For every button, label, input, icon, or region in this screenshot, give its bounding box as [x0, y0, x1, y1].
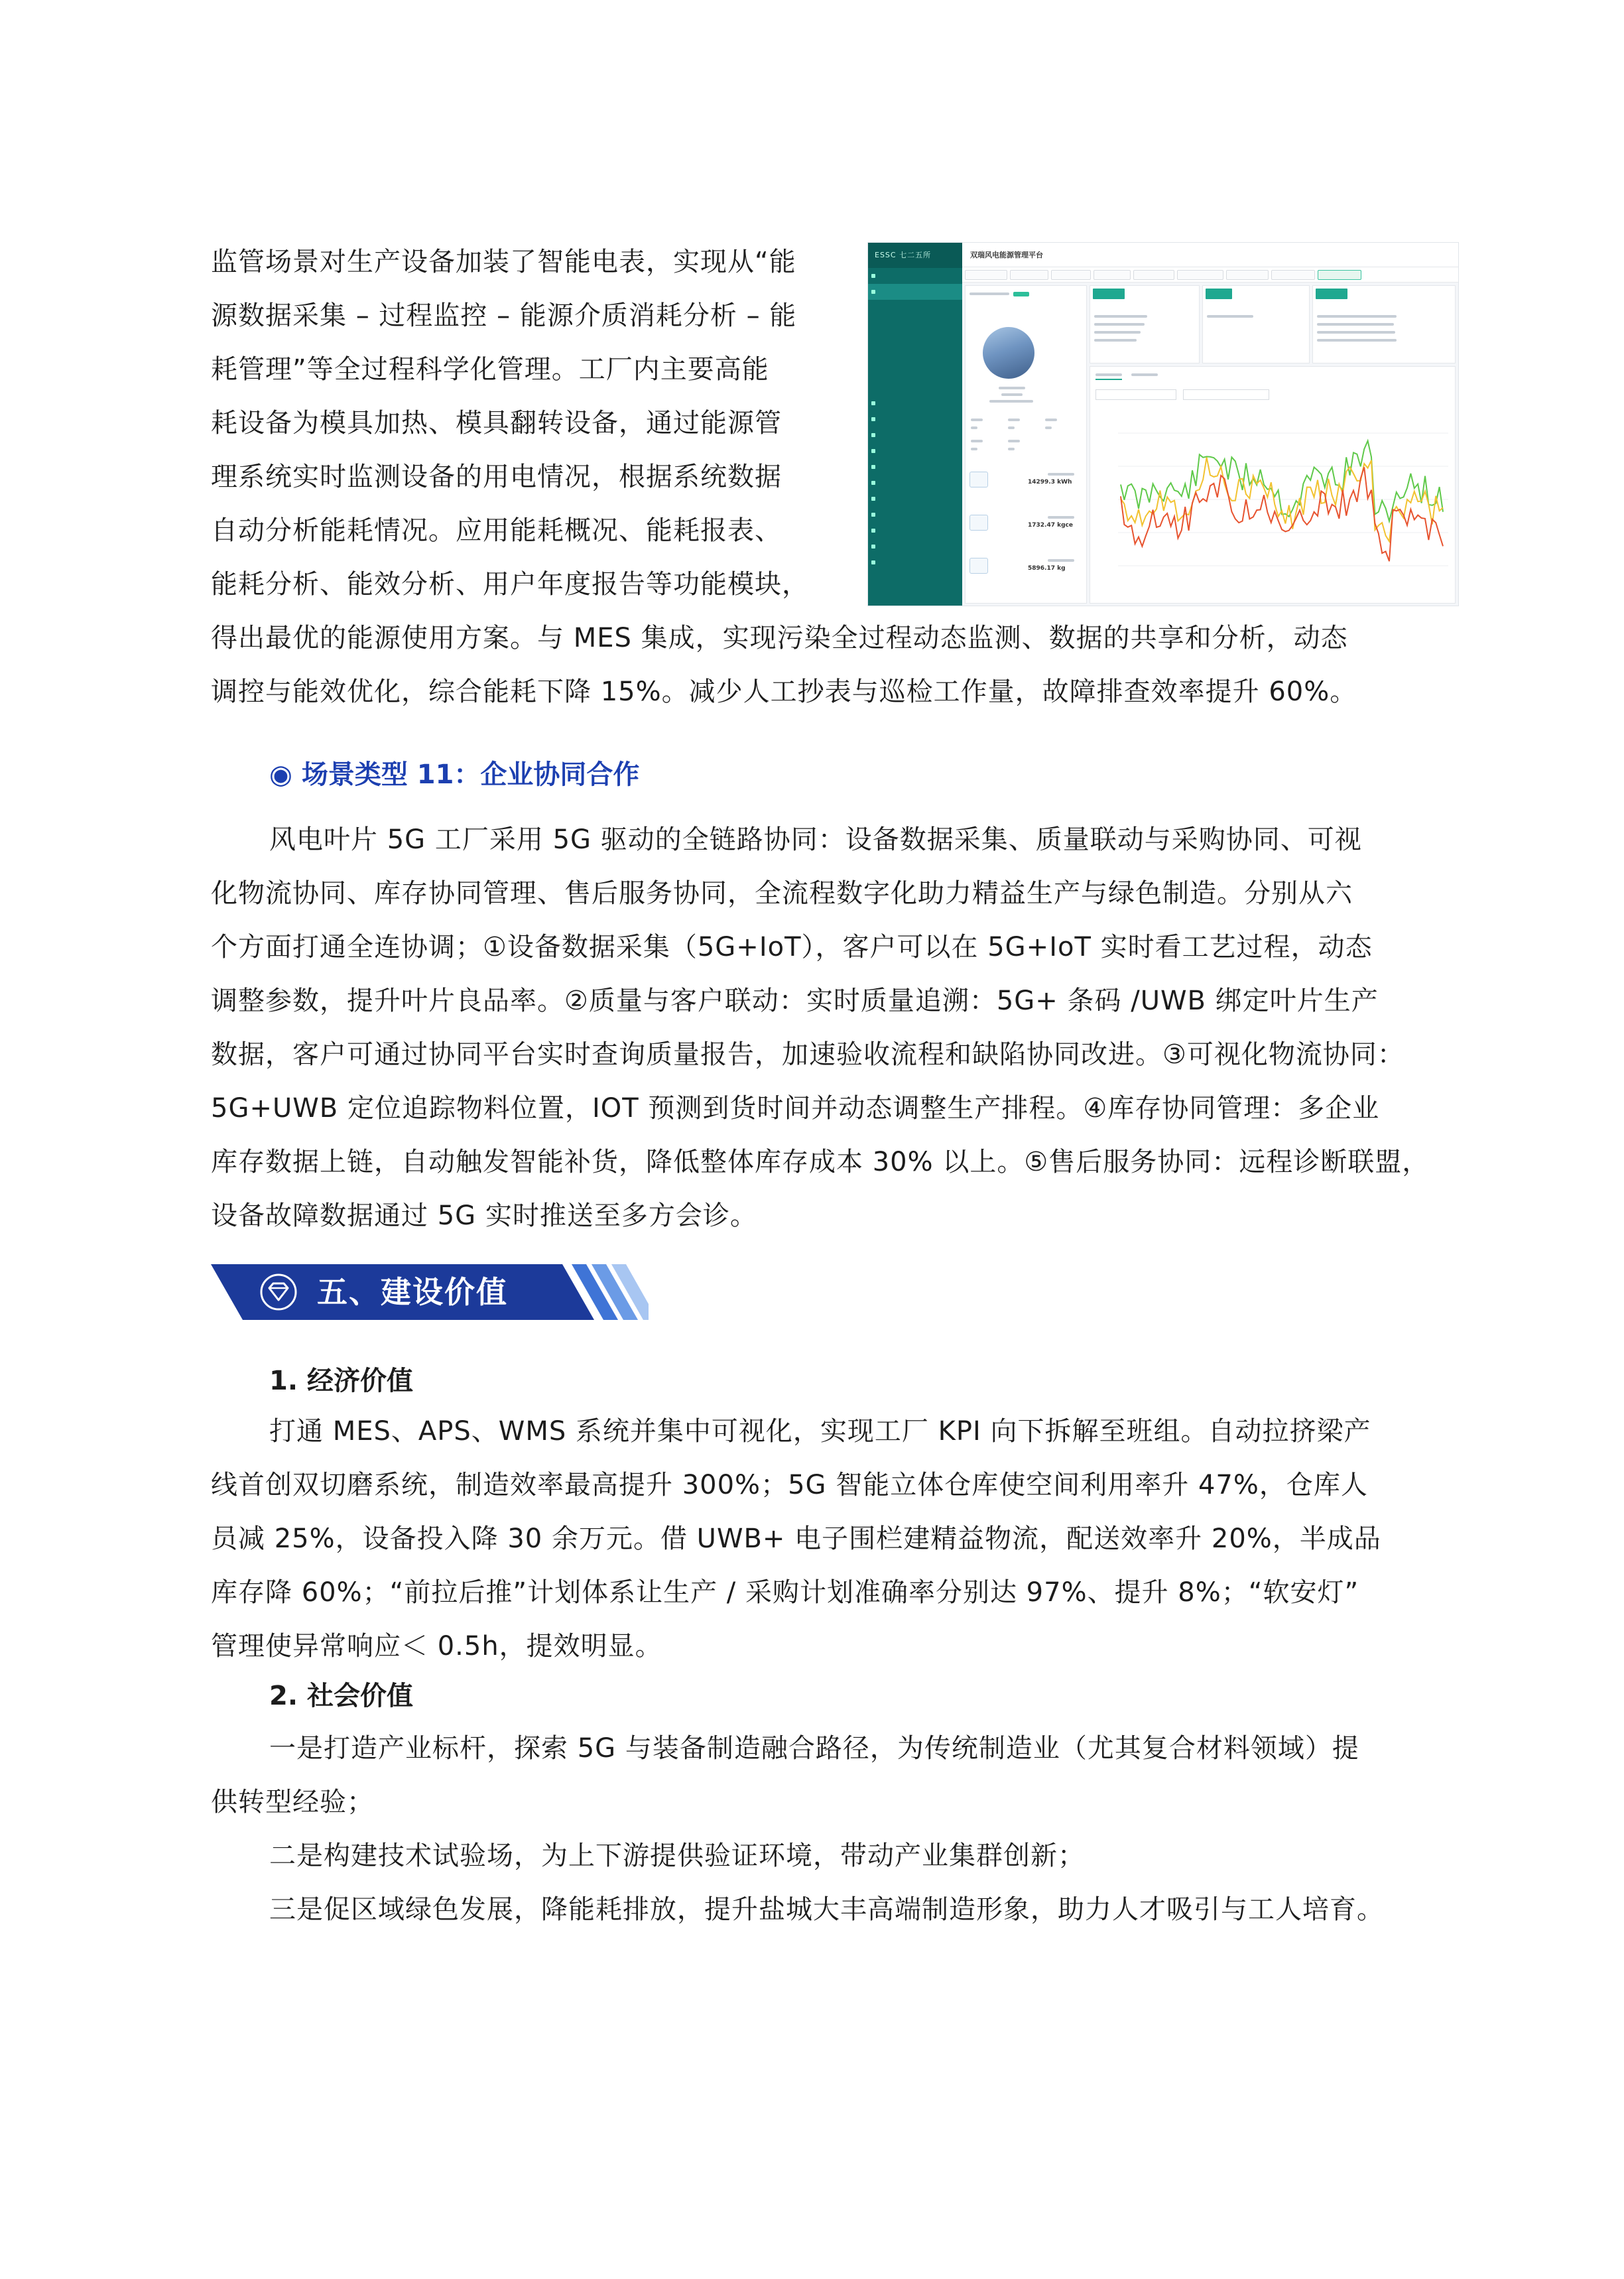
scene-heading	[269, 755, 639, 795]
paragraph-line: 管理使异常响应＜ 0.5h，提效明显。	[211, 1631, 662, 1661]
social-heading: 2. 社会价值	[269, 1681, 413, 1711]
tab	[965, 270, 1007, 280]
paragraph-line: 风电叶片 5G 工厂采用 5G 驱动的全链路协同：设备数据采集、质量联动与采购协同、可视	[269, 824, 1362, 855]
stat-value: 1732.47 kgce	[1028, 522, 1073, 529]
platform-sidebar	[868, 243, 962, 606]
intro-paragraph-continued	[211, 612, 1458, 719]
stat-value: 5896.17 kg	[1028, 565, 1066, 572]
intro-line: 自动分析能耗情况。应用能耗概况、能耗报表、	[211, 515, 782, 546]
tab	[1133, 270, 1174, 280]
sidebar-item	[868, 411, 962, 427]
intro-paragraph-wrapped	[211, 235, 847, 612]
paragraph-line: 化物流协同、库存协同管理、售后服务协同，全流程数字化助力精益生产与绿色制造。分别从六	[211, 878, 1353, 909]
intro-line: 耗管理”等全过程科学化管理。工厂内主要高能	[211, 354, 769, 385]
sidebar-item	[868, 268, 962, 284]
kpi-card	[1202, 285, 1310, 363]
kpi-card	[1312, 285, 1456, 363]
social-paragraph-2	[211, 1829, 1458, 1883]
profile-card	[965, 285, 1087, 604]
intro-line: 源数据采集 – 过程监控 – 能源介质消耗分析 – 能	[211, 300, 797, 331]
paragraph-line: 线首创双切磨系统，制造效率最高提升 300%；5G 智能立体仓库使空间利用率升 47%，仓库人	[211, 1470, 1368, 1500]
energy-platform-screenshot	[867, 242, 1459, 606]
sidebar-item	[868, 507, 962, 523]
sidebar-item	[868, 475, 962, 491]
sidebar-item	[868, 523, 962, 539]
paragraph-line: 一是打造产业标杆，探索 5G 与装备制造融合路径，为传统制造业（尤其复合材料领域）提	[269, 1733, 1359, 1764]
social-paragraph-3	[211, 1883, 1458, 1937]
paragraph-line: 供转型经验；	[211, 1787, 374, 1817]
stat-icon	[969, 515, 988, 531]
sidebar-subitem	[868, 348, 962, 363]
intro-line: 理系统实时监测设备的用电情况，根据系统数据	[211, 462, 782, 492]
tab	[1271, 270, 1315, 280]
radio-marker-icon: ◉	[269, 759, 292, 790]
paragraph-line: 二是构建技术试验场，为上下游提供验证环境，带动产业集群创新；	[269, 1841, 1085, 1871]
paragraph-line: 打通 MES、APS、WMS 系统并集中可视化，实现工厂 KPI 向下拆解至班组。自动拉挤梁产	[269, 1416, 1371, 1447]
paragraph-line: 5G+UWB 定位追踪物料位置，IOT 预测到货时间并动态调整生产排程。④库存协同管理：多企业	[211, 1093, 1380, 1124]
sidebar-item	[868, 443, 962, 459]
paragraph-line: 库存数据上链，自动触发智能补货，降低整体库存成本 30% 以上。⑤售后服务协同：远程诊断联盟，	[211, 1147, 1430, 1177]
sidebar-subitem	[868, 316, 962, 332]
sidebar-subitem	[868, 300, 962, 316]
tab	[1226, 270, 1269, 280]
stat-icon	[969, 472, 988, 488]
econ-heading: 1. 经济价值	[269, 1366, 413, 1396]
scene-heading-text: 场景类型 11：企业协同合作	[301, 759, 640, 790]
section-title: 五、建设价值	[317, 1274, 508, 1310]
scene11-paragraph	[211, 813, 1458, 1243]
trend-chart-svg	[1090, 367, 1455, 603]
sidebar-item	[868, 395, 962, 411]
econ-paragraph	[211, 1405, 1458, 1673]
sidebar-item	[868, 539, 962, 554]
social-paragraph-1	[211, 1722, 1458, 1829]
paragraph-line: 三是促区域绿色发展，降能耗排放，提升盐城大丰高端制造形象，助力人才吸引与工人培育。	[269, 1894, 1384, 1925]
trend-chart-card	[1090, 366, 1456, 604]
sidebar-subitem	[868, 332, 962, 348]
kpi-card	[1090, 285, 1200, 363]
intro-line: 得出最优的能源使用方案。与 MES 集成，实现污染全过程动态监测、数据的共享和分析，动态	[211, 623, 1348, 653]
tab	[1010, 270, 1048, 280]
paragraph-line: 员减 25%，设备投入降 30 余万元。借 UWB+ 电子围栏建精益物流，配送效率升 20%，半成品	[211, 1524, 1381, 1554]
sidebar-item	[868, 554, 962, 570]
paragraph-line: 个方面打通全连协调；①设备数据采集（5G+IoT），客户可以在 5G+IoT 实时看工艺过程，动态	[211, 932, 1373, 962]
sidebar-item-active	[868, 284, 962, 300]
sidebar-item	[868, 427, 962, 443]
platform-title: 双瑞风电能源管理平台	[970, 251, 1043, 259]
paragraph-line: 调整参数，提升叶片良品率。②质量与客户联动：实时质量追溯：5G+ 条码 /UWB 绑定叶片生产	[211, 986, 1379, 1016]
intro-line: 能耗分析、能效分析、用户年度报告等功能模块，	[211, 569, 809, 600]
tab-active	[1318, 270, 1361, 280]
paragraph-line: 设备故障数据通过 5G 实时推送至多方会诊。	[211, 1201, 757, 1231]
platform-tabs	[962, 267, 1458, 283]
avatar	[983, 327, 1034, 379]
platform-logo: ESSC 七二五所	[868, 243, 962, 268]
intro-line: 调控与能效优化，综合能耗下降 15%。减少人工抄表与巡检工作量，故障排查效率提升 60%。	[211, 677, 1357, 707]
sidebar-subitem	[868, 363, 962, 379]
tab	[1177, 270, 1223, 280]
stat-value: 14299.3 kWh	[1028, 479, 1072, 486]
intro-line: 耗设备为模具加热、模具翻转设备，通过能源管	[211, 408, 782, 438]
tab	[1051, 270, 1091, 280]
platform-topbar	[962, 243, 1458, 267]
paragraph-line: 库存降 60%；“前拉后推”计划体系让生产 / 采购计划准确率分别达 97%、提升 8%；“软安灯”	[211, 1577, 1359, 1608]
sidebar-subitem	[868, 379, 962, 395]
stat-icon	[969, 558, 988, 574]
paragraph-line: 数据，客户可通过协同平台实时查询质量报告，加速验收流程和缺陷协同改进。③可视化物流协同：	[211, 1039, 1405, 1070]
sidebar-item	[868, 491, 962, 507]
sidebar-item	[868, 459, 962, 475]
tab	[1093, 270, 1131, 280]
intro-line: 监管场景对生产设备加装了智能电表，实现从“能	[211, 247, 796, 277]
